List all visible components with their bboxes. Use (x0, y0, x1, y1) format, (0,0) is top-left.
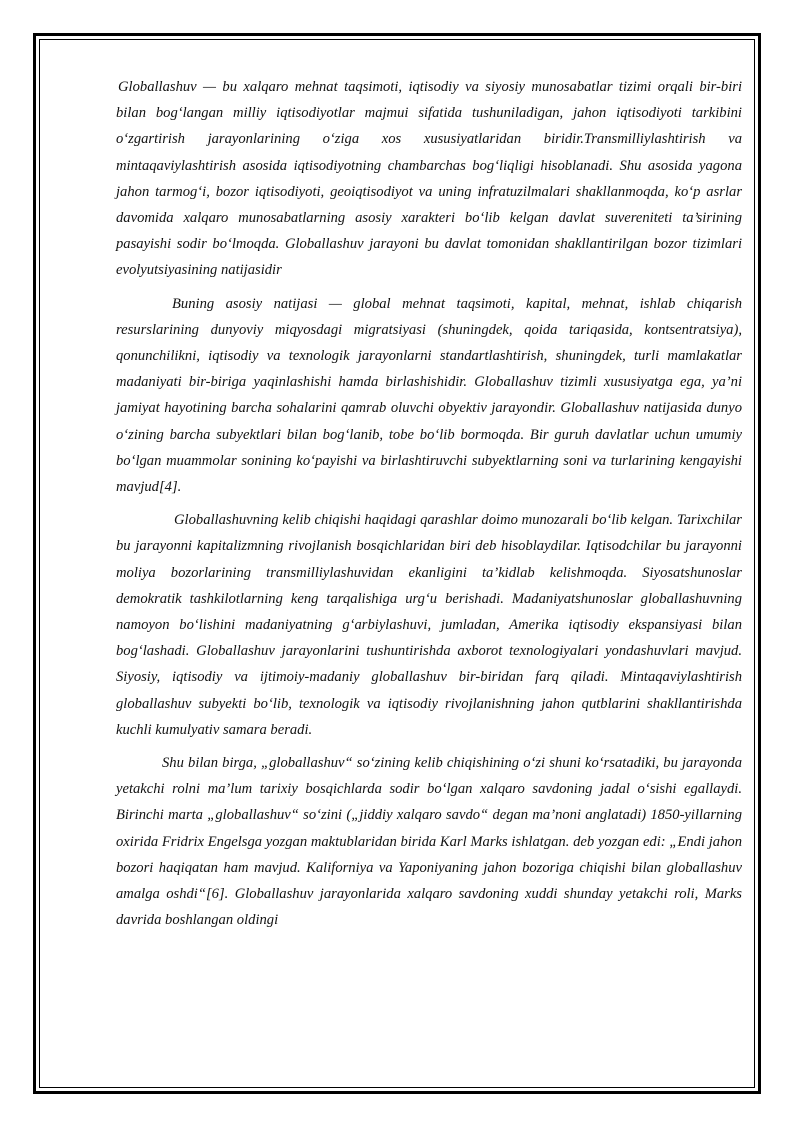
paragraph-2: Buning asosiy natijasi — global mehnat taqsimoti, kapital, mehnat, ishlab chiqarish resurslarining dunyoviy miqyosdagi migratsiyasi (shuningdek, qoida tariqasida, kontsentratsiya), qonunchilikni, iqtisodiy va texnologik jarayonlarni standartlashtirish, shuningdek, turli mamlakatlar madaniyati bir-biriga yaqinlashishi hamda birlashishidir. Globallashuv tizimli xususiyatga ega, ya’ni jamiyat hayotining barcha sohalarini qamrab oluvchi obyektiv jarayondir. Globallashuv natijasida dunyo o‘zining barcha subyektlari bilan bog‘lanib, tobe bo‘lib bormoqda. Bir guruh davlatlar uchun umumiy bo‘lgan muammolar sonining ko‘payishi va birlashtiruvchi subyektlarning soni va turlarining kengayishi mavjud[4]. (116, 295, 742, 496)
document-body (116, 74, 742, 941)
paragraph-4: Shu bilan birga, „globallashuv“ so‘zining kelib chiqishining o‘zi shuni ko‘rsatadiki, bu jarayonda yetakchi rolni ma’lum tarixiy bosqichlarda sodir bo‘lgan xalqaro savdoning jadal o‘sishi egallaydi. Birinchi marta „globallashuv“ so‘zini („jiddiy xalqaro savdo“ degan ma’noni anglatadi) 1850-yillarning oxirida Fridrix Engelsga yozgan maktublaridan birida Karl Marks ishlatgan. deb yozgan edi: „Endi jahon bozori haqiqatan ham mavjud. Kaliforniya va Yaponiyaning jahon bozoriga chiqishi bilan globallashuv amalga oshdi“[6]. Globallashuv jarayonlarida xalqaro savdoning xuddi shunday yetakchi roli, Marks davrida boshlangan oldingi (116, 755, 742, 929)
paragraph-1: Globallashuv — bu xalqaro mehnat taqsimoti, iqtisodiy va siyosiy munosabatlar tizimi orqali bir-biri bilan bog‘langan milliy iqtisodiyotlar majmui sifatida tushuniladigan, jahon iqtisodiyoti tarkibini o‘zgartirish jarayonlarining o‘ziga xos xususiyatlaridan biridir.Transmilliylashtirish va mintaqaviylashtirish asosida iqtisodiyotning chambarchas bog‘liqligi hisoblanadi. Shu asosida yagona jahon tarmog‘i, bozor iqtisodiyoti, geoiqtisodiyot va uning infratuzilmalari shakllanmoqda, ko‘p asrlar davomida xalqaro munosabatlarning asosiy xarakteri bo‘lib kelgan davlat suvereniteti ta’sirining pasayishi sodir bo‘lmoqda. Globallashuv jarayoni bu davlat tomonidan shakllantirilgan bozor tizimlari evolyutsiyasining natijasidir (116, 79, 742, 279)
paragraph-3: Globallashuvning kelib chiqishi haqidagi qarashlar doimo munozarali bo‘lib kelgan. Tarixchilar bu jarayonni kapitalizmning rivojlanish bosqichlaridan biri deb hisoblaydilar. Iqtisodchilar bu jarayonni moliya bozorlarining transmilliylashuvidan ekanligini ta’kidlab kelishmoqda. Siyosatshunoslar demokratik tashkilotlarning keng tarqalishiga urg‘u berishadi. Madaniyatshunoslar globallashuvning namoyon bo‘lishini madaniyatning g‘arbiylashuvi, jumladan, Amerika iqtisodiy ekspansiyasi bilan bog‘lashadi. Globallashuv jarayonlarini tushuntirishda axborot texnologiyalari yondashuvlari mavjud. Siyosiy, iqtisodiy va ijtimoiy-madaniy globallashuv bir-biridan farq qiladi. Mintaqaviylashtirish globallashuv subyekti bo‘lib, texnologik va iqtisodiy rivojlanishning jahon qutblarini shakllantirishda kuchli kumulyativ samara beradi. (116, 512, 742, 738)
